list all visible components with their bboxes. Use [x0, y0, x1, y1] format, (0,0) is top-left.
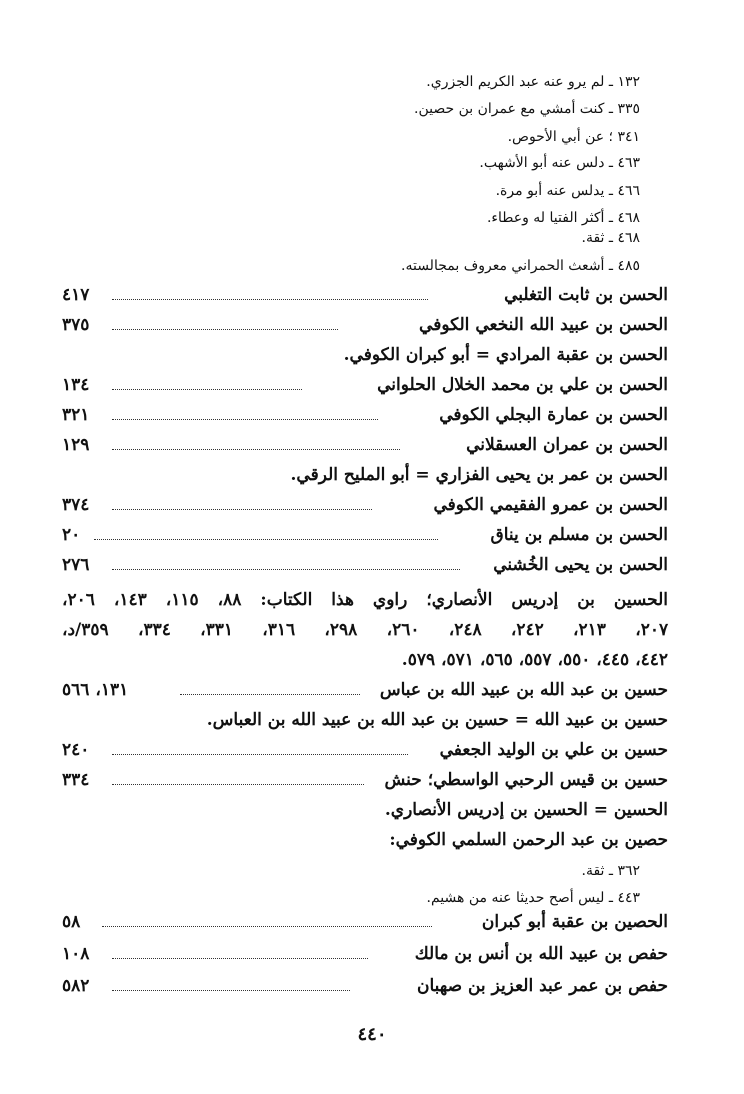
- note-line: ٤٦٨ ـ ثقة.: [581, 230, 640, 246]
- entry-page: ٣٧٤: [62, 495, 90, 515]
- entry-name: حسين بن علي بن الوليد الجعفي: [434, 740, 668, 760]
- index-entry: [62, 315, 668, 345]
- leader-dots: [112, 958, 368, 959]
- entry-page: ٢٠: [62, 525, 81, 545]
- entry-page: ٣٧٥: [62, 315, 90, 335]
- index-entry: [62, 525, 668, 555]
- leader-dots: [112, 389, 302, 390]
- entry-page: ٥٨: [62, 912, 81, 932]
- leader-dots: [112, 299, 428, 300]
- leader-dots: [112, 990, 350, 991]
- note-line: ٤٦٦ ـ يدلس عنه أبو مرة.: [495, 183, 640, 199]
- note-line: ٤٨٥ ـ أشعث الحمراني معروف بمجالسته.: [401, 258, 640, 274]
- entry-name: حفص بن عبيد الله بن أنس بن مالك: [409, 944, 668, 964]
- index-entry: [62, 680, 668, 710]
- index-entry: [62, 944, 668, 974]
- entry-name: الحصين بن عقبة أبو كبران: [476, 912, 668, 932]
- index-entry: [62, 710, 668, 740]
- entry-name: حفص بن عمر عبد العزيز بن صهبان: [411, 976, 668, 996]
- entry-name: حسين بن عبيد الله = حسين بن عبد الله بن عبيد الله بن العباس.: [201, 710, 668, 730]
- note-line: ٣٤١ ؛ عن أبي الأحوص.: [507, 129, 640, 145]
- entry-name: الحسن بن عمران العسقلاني: [460, 435, 668, 455]
- entry-page: ٤١٧: [62, 285, 90, 305]
- entry-page: ١٢٩: [62, 435, 90, 455]
- entry-page: ١٠٨: [62, 944, 90, 964]
- leader-dots: [112, 449, 400, 450]
- narrator-refs-line: ٢٠٧، ٢١٣، ٢٤٢، ٢٤٨، ٢٦٠، ٢٩٨، ٣١٦، ٣٣١، ٣٣٤، ٣٥٩/د،: [62, 620, 669, 640]
- leader-dots: [102, 926, 432, 927]
- narrator-refs-line: ٤٤٢، ٤٤٥، ٥٥٠، ٥٥٧، ٥٦٥، ٥٧١، ٥٧٩.: [401, 650, 668, 670]
- note-line: ٣٣٥ ـ كنت أمشي مع عمران بن حصين.: [414, 101, 640, 117]
- leader-dots: [112, 569, 460, 570]
- entry-page: ٢٤٠: [62, 740, 90, 760]
- entry-name: الحسن بن ثابت التغلبي: [498, 285, 668, 305]
- index-entry: [62, 770, 668, 800]
- entry-name: الحسن بن عمر بن يحيى الفزاري = أبو المليح الرقي.: [284, 465, 668, 485]
- index-entry: [62, 435, 668, 465]
- narrator-refs-line: الحسين بن إدريس الأنصاري؛ راوي هذا الكتاب: ٨٨، ١١٥، ١٤٣، ٢٠٦،: [62, 590, 669, 610]
- index-entry: [62, 800, 668, 830]
- index-entry: [62, 285, 668, 315]
- entry-name: الحسن بن مسلم بن يناق: [485, 525, 668, 545]
- entry-name: الحسن بن علي بن محمد الخلال الحلواني: [371, 375, 668, 395]
- entry-page: ٢٧٦: [62, 555, 90, 575]
- entry-name: الحسن بن عبيد الله النخعي الكوفي: [413, 315, 668, 335]
- leader-dots: [112, 509, 372, 510]
- index-entry: [62, 740, 668, 770]
- page-number: ٤٤٠: [357, 1024, 387, 1045]
- entry-page: ١٣٤: [62, 375, 90, 395]
- leader-dots: [112, 419, 378, 420]
- index-entry: [62, 495, 668, 525]
- leader-dots: [112, 784, 364, 785]
- entry-page: ٣٣٤: [62, 770, 90, 790]
- index-entry: [62, 345, 668, 375]
- entry-name: الحسين = الحسين بن إدريس الأنصاري.: [379, 800, 668, 820]
- entry-name: الحسن بن عمارة البجلي الكوفي: [433, 405, 668, 425]
- entry-name: حسين بن قيس الرحبي الواسطي؛ حنش: [378, 770, 668, 790]
- entry-name: حصين بن عبد الرحمن السلمي الكوفي:: [383, 830, 668, 850]
- index-entry: [62, 375, 668, 405]
- note-line: ٤٦٨ ـ أكثر الفتيا له وعطاء.: [486, 210, 640, 226]
- entry-page: ٣٢١: [62, 405, 90, 425]
- index-entry: [62, 555, 668, 585]
- entry-name: الحسن بن يحيى الخُشني: [487, 555, 668, 575]
- entry-page: ٥٨٢: [62, 976, 90, 996]
- leader-dots: [112, 329, 338, 330]
- index-entry: [62, 912, 668, 942]
- entry-name: حسين بن عبد الله بن عبيد الله بن عباس: [374, 680, 668, 700]
- index-entry: [62, 405, 668, 435]
- entry-name: الحسن بن عقبة المرادي = أبو كبران الكوفي.: [338, 345, 668, 365]
- index-entry: [62, 830, 668, 860]
- note-line: ٣٦٢ ـ ثقة.: [581, 863, 640, 879]
- leader-dots: [180, 694, 360, 695]
- note-line: ٤٤٣ ـ ليس أصح حديثا عنه من هشيم.: [426, 890, 640, 906]
- leader-dots: [94, 539, 438, 540]
- index-entry: [62, 465, 668, 495]
- entry-name: الحسن بن عمرو الفقيمي الكوفي: [428, 495, 669, 515]
- note-line: ٤٦٣ ـ دلس عنه أبو الأشهب.: [479, 155, 640, 171]
- leader-dots: [112, 754, 408, 755]
- entry-page: ١٣١، ٥٦٦: [62, 680, 129, 700]
- note-line: ١٣٢ ـ لم يرو عنه عبد الكريم الجزري.: [426, 74, 640, 90]
- index-entry: [62, 976, 668, 1006]
